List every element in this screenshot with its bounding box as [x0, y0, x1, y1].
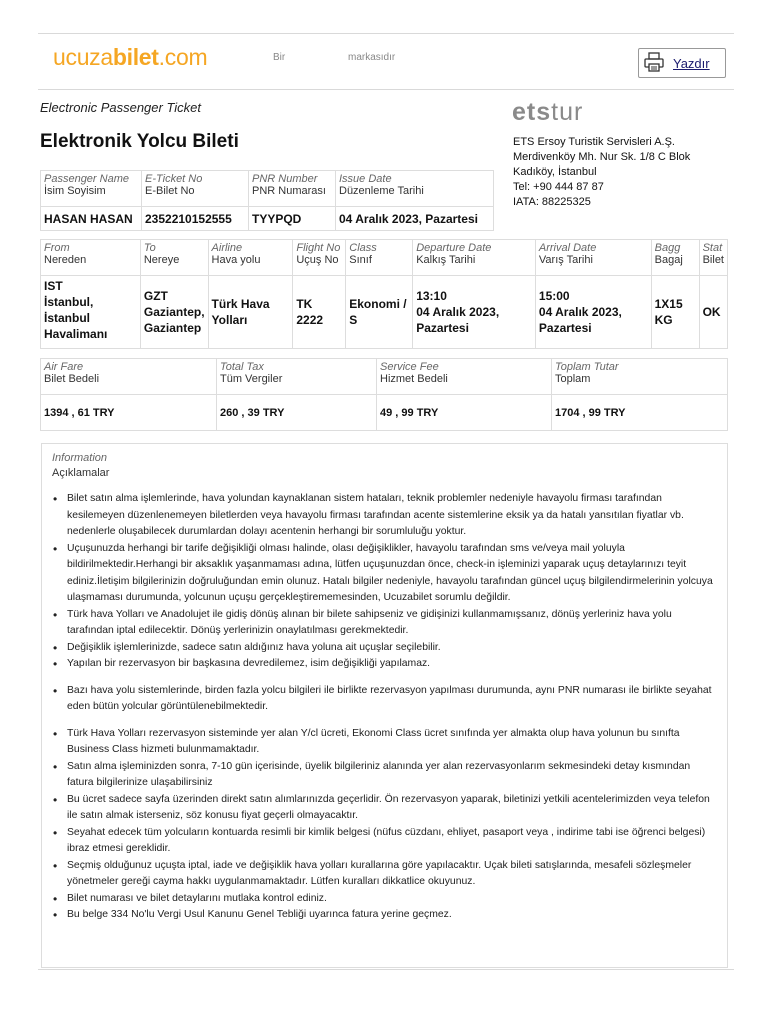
company-line: Tel: +90 444 87 87 [513, 181, 604, 193]
info-title-tr: Açıklamalar [52, 467, 110, 479]
service-fee: 49 , 99 TRY [377, 395, 552, 431]
company-line: Merdivenköy Mh. Nur Sk. 1/8 C Blok [513, 151, 691, 163]
total-tax: 260 , 39 TRY [217, 395, 377, 431]
table-header-row [41, 171, 494, 207]
header-cell: Stat Bilet [699, 240, 727, 276]
print-label: Yazdır [673, 55, 710, 71]
table-row [41, 276, 728, 349]
status-cell: OK [699, 276, 727, 349]
list-item: • Bazı hava yolu sistemlerinde, birden fazla yolcu bilgileri ile birlikte rezervasyon yapılması durumunda, aynı PNR numarası ile birlikte seyahat eden bütün yolcular görüntülenebilmektedir. [52, 683, 717, 716]
info-list [52, 491, 717, 924]
company-line: Kadıköy, İstanbul [513, 166, 597, 178]
list-item: • Değişiklik işlemlerinizde, sadece satın aldığınız hava yoluna ait uçuşlar seçilebilir. [52, 640, 717, 657]
list-item: • Seçmiş olduğunuz uçuşta iptal, iade ve değişiklik hava yolları kurallarına göre yapılacaktır. Uçak bileti satışlarında, mesafeli sözleşmeler yönetmeler gereği cayma hakkı uygulanmamaktadır. Lütfen kuralları dikkatlice okuyunuz. [52, 858, 717, 891]
issue-date: 04 Aralık 2023, Pazartesi [336, 207, 494, 231]
list-item: • Türk Hava Yolları rezervasyon sisteminde yer alan Y/cl ücreti, Ekonomi Class ücret sınıfında yer almakta olup hava yolunun bu sınıfta Business Class hizmeti bulunmamaktadır. [52, 726, 717, 759]
header-cell: Service Fee Hizmet Bedeli [377, 359, 552, 395]
arrival-cell: 15:00 04 Aralık 2023, Pazartesi [535, 276, 651, 349]
baggage-cell: 1X15 KG [651, 276, 699, 349]
brand-tag-2: markasıdır [348, 52, 396, 63]
header-cell: Total Tax Tüm Vergiler [217, 359, 377, 395]
list-item: • Uçuşunuzda herhangi bir tarife değişikliği olması halinde, olası değişiklikler, havayolu tarafından sms ve/veya mail yoluyla bildirilmektedir.Herhangi bir aksaklık yaşanmaması adına, lütfen uçuşunuzdan önce, check-in işleminizi yaparak uçuş detaylarınızı teyit ediniz.İletişim bilgilerinizin doğruluğundan emin olunuz. Hatalı bilgiler nedeniyle, havayolu tarafından güncel uçuş bilgilendirmelerinin yolcuya ulaşmaması durumunda, yolcunun uçuşu gerçekleştirememesinden, Ucuzabilet sorumlu değildir. [52, 541, 717, 607]
header-cell: Bagg Bagaj [651, 240, 699, 276]
list-item: • Bu belge 334 No'lu Vergi Usul Kanunu Genel Tebliği uyarınca fatura yerine geçmez. [52, 907, 717, 924]
header-cell: To Nereye [140, 240, 208, 276]
print-button[interactable] [638, 48, 726, 78]
flight-table [40, 239, 728, 349]
header-cell: Passenger Name İsim Soyisim [41, 171, 142, 207]
header-cell: PNR Number PNR Numarası [249, 171, 336, 207]
brand-tag-1: Bir [273, 52, 286, 63]
from-cell: IST İstanbul, İstanbul Havalimanı [41, 276, 141, 349]
passenger-name: HASAN HASAN [41, 207, 142, 231]
ticket-subtitle: Electronic Passenger Ticket [40, 100, 202, 115]
information-box [41, 443, 728, 968]
air-fare: 1394 , 61 TRY [41, 395, 217, 431]
eticket-no: 2352210152555 [142, 207, 249, 231]
header-cell: E-Ticket No E-Bilet No [142, 171, 249, 207]
header-divider [38, 89, 734, 90]
passenger-table [40, 170, 494, 231]
ticket-title: Elektronik Yolcu Bileti [40, 131, 239, 152]
table-row [41, 395, 728, 431]
header-cell: Airline Hava yolu [208, 240, 293, 276]
header-cell: Departure Date Kalkış Tarihi [413, 240, 536, 276]
list-item: • Satın alma işleminizden sonra, 7-10 gün içerisinde, üyelik bilgileriniz alanında yer alan rezervasyonlarım sekmesindeki detay kısmından fatura bilgilerinize ulaşabilirsiniz [52, 759, 717, 792]
pnr-number: TYYPQD [249, 207, 336, 231]
flight-no-cell: TK 2222 [293, 276, 346, 349]
list-item: • Türk hava Yolları ve Anadolujet ile gidiş dönüş alınan bir bilete sahipseniz ve gidişinizi kullanmamışsanız, dönüş yerleriniz hava yolu tarafından iptal edilecektir. Dönüş yerlerinizin onaylatılması gerekmektedir. [52, 607, 717, 640]
printer-icon [643, 51, 665, 76]
total-amount: 1704 , 99 TRY [552, 395, 728, 431]
fare-table [40, 358, 728, 431]
header-cell: Issue Date Düzenleme Tarihi [336, 171, 494, 207]
header-cell: Arrival Date Varış Tarihi [535, 240, 651, 276]
class-cell: Ekonomi / S [346, 276, 413, 349]
company-line: IATA: 88225325 [513, 196, 591, 208]
company-info [513, 135, 690, 210]
bottom-divider [38, 969, 734, 970]
company-line: ETS Ersoy Turistik Servisleri A.Ş. [513, 136, 675, 148]
list-item: • Seyahat edecek tüm yolcuların kontuarda resimli bir kimlik belgesi (nüfus cüzdanı, ehliyet, pasaport veya , indirime tabi ise öğrenci belgesi) ibraz etmesi gereklidir. [52, 825, 717, 858]
header-cell: From Nereden [41, 240, 141, 276]
ucuzabilet-logo: ucuzabilet.com [53, 44, 208, 70]
table-row [41, 207, 494, 231]
list-item: • Bilet numarası ve bilet detaylarını mutlaka kontrol ediniz. [52, 891, 717, 908]
top-divider [38, 33, 734, 34]
header-cell: Air Fare Bilet Bedeli [41, 359, 217, 395]
list-item: • Yapılan bir rezervasyon bir başkasına devredilemez, isim değişikliği yapılamaz. [52, 656, 717, 673]
to-cell: GZT Gaziantep, Gaziantep [140, 276, 208, 349]
list-item: • Bu ücret sadece sayfa üzerinden direkt satın alımlarınızda geçerlidir. Ön rezervasyon yaparak, biletinizi yetkili acentelerimizden veya telefon ile satın almak isterseniz, söz konusu fiyat geçerli olmayacaktır. [52, 792, 717, 825]
table-header-row [41, 359, 728, 395]
airline-cell: Türk Hava Yolları [208, 276, 293, 349]
departure-cell: 13:10 04 Aralık 2023, Pazartesi [413, 276, 536, 349]
header-cell: Toplam Tutar Toplam [552, 359, 728, 395]
header-cell: Flight No Uçuş No [293, 240, 346, 276]
header-cell: Class Sınıf [346, 240, 413, 276]
table-header-row [41, 240, 728, 276]
etstur-logo: etstur [512, 98, 584, 126]
info-title-en: Information [52, 452, 108, 464]
list-item: • Bilet satın alma işlemlerinde, hava yolundan kaynaklanan sistem hataları, teknik problemler nedeniyle havayolu firması tarafından kesilemeyen düzenlenemeyen biletlerden veya havayolu firması tarafından acente sistemlerine eksik ya da hatalı yansıtılan fiyatlar vb. nedenlerle oluşabilecek durumlardan dolayı acentenin herhangi bir sorumluluğu yoktur. [52, 491, 717, 541]
